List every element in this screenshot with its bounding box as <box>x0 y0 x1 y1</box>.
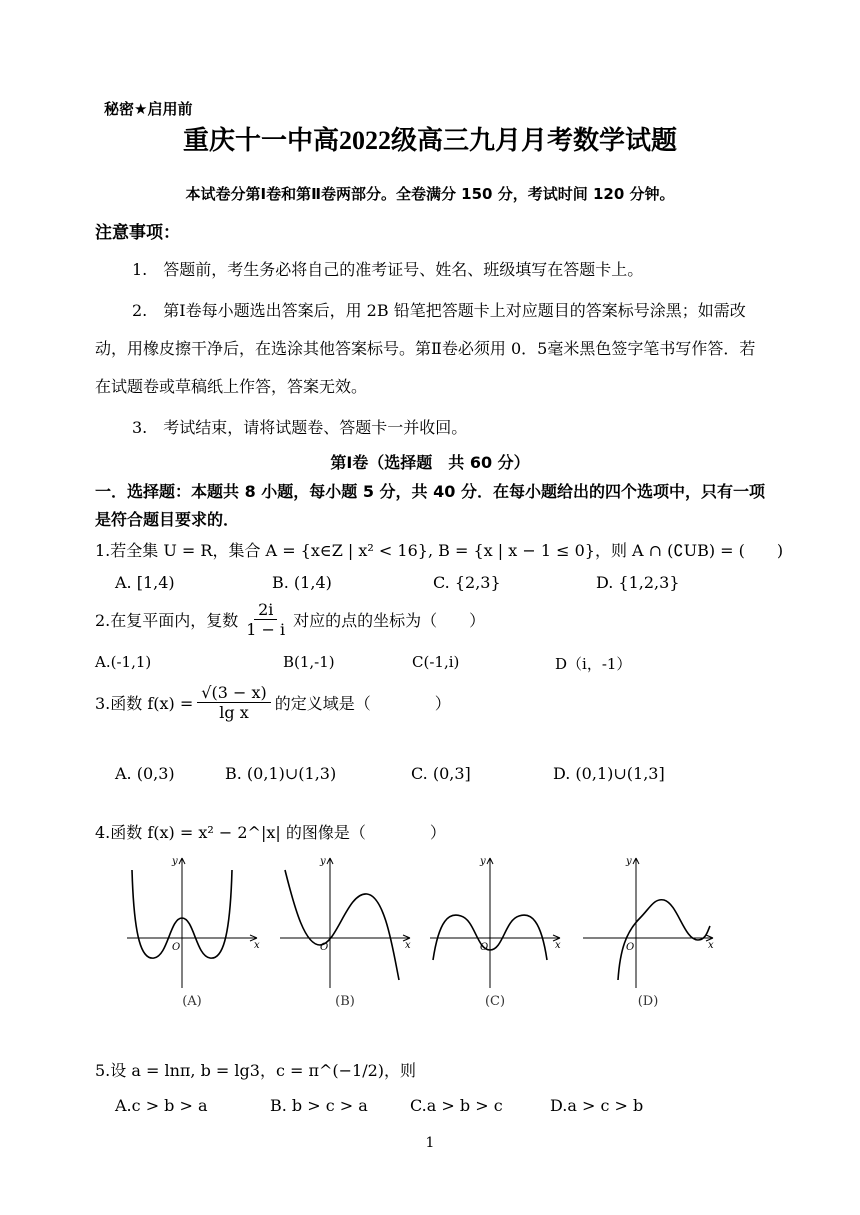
page-number: 1 <box>425 1135 435 1151</box>
q3-stem <box>95 683 451 722</box>
q2-stem-before: 2.在复平面内，复数 <box>95 611 239 630</box>
svg-text:x: x <box>708 940 714 951</box>
q5-option-d: D.a > c > b <box>550 1096 644 1115</box>
exam-title: 重庆十一中高2022级高三九月月考数学试题 <box>182 126 677 155</box>
q2-frac-num: 2i <box>254 600 277 620</box>
q4-stem: 4.函数 f(x) = x² − 2^|x| 的图像是（ ） <box>95 823 446 842</box>
notice-item-1: 1. 答题前，考生务必将自己的准考证号、姓名、班级填写在答题卡上。 <box>132 260 644 279</box>
confidential-label: 秘密★启用前 <box>104 100 193 118</box>
q3-fraction <box>197 683 270 722</box>
q2-option-a: A.(-1,1) <box>95 653 152 671</box>
notice-item-3: 3. 考试结束，请将试题卷、答题卡一并收回。 <box>132 418 468 437</box>
graph-d-label: (D) <box>637 994 659 1009</box>
q5-option-a: A.c > b > a <box>115 1096 208 1115</box>
graph-b-label: (B) <box>335 994 355 1009</box>
svg-text:O: O <box>172 942 181 953</box>
svg-text:y: y <box>172 856 178 867</box>
graph-c-plot <box>425 850 565 990</box>
q3-stem-before: 3.函数 f(x) = <box>95 694 194 713</box>
q2-option-d: D（i，-1） <box>555 655 632 673</box>
q3-frac-den: lg x <box>219 703 249 722</box>
notice-heading: 注意事项： <box>95 223 180 243</box>
q1-option-c: C. {2,3} <box>433 573 501 592</box>
q3-option-b: B. (0,1)∪(1,3) <box>225 764 337 783</box>
svg-text:x: x <box>555 940 561 951</box>
q3-stem-after: 的定义域是（ ） <box>274 694 451 713</box>
svg-text:x: x <box>405 940 411 951</box>
q2-option-c: C(-1,i) <box>412 653 460 671</box>
graph-c <box>425 850 565 1020</box>
q5-option-b: B. b > c > a <box>270 1096 368 1115</box>
section-title: 第Ⅰ卷（选择题 共 60 分） <box>330 453 530 472</box>
graph-d-plot <box>578 850 718 990</box>
graph-b-plot <box>275 850 415 990</box>
q1-option-a: A. [1,4) <box>115 573 175 592</box>
svg-text:O: O <box>480 942 489 953</box>
q3-option-d: D. (0,1)∪(1,3] <box>553 764 665 783</box>
svg-text:O: O <box>626 942 635 953</box>
graph-c-label: (C) <box>484 994 506 1009</box>
svg-text:O: O <box>320 942 329 953</box>
notice-item-2: 2. 第Ⅰ卷每小题选出答案后，用 2B 铅笔把答题卡上对应题目的答案标号涂黑；如需改动，用橡皮擦干净后，在选涂其他答案标号。第Ⅱ卷必须用 0．5毫米黑色签字笔书写作答．若在试题卷或草稿纸上作答，答案无效。 <box>95 301 756 396</box>
q2-option-b: B(1,-1) <box>283 653 335 671</box>
q1-stem: 1.若全集 U = R，集合 A = {x∈Z | x² < 16}, B = {x | x − 1 ≤ 0}，则 A ∩ (∁UB) = ( ) <box>95 541 784 560</box>
q3-option-a: A. (0,3) <box>115 764 175 783</box>
graph-a-label: (A) <box>182 994 202 1009</box>
q1-option-d: D. {1,2,3} <box>596 573 680 592</box>
svg-text:y: y <box>320 856 326 867</box>
q2-stem-after: 对应的点的坐标为（ ） <box>293 611 486 630</box>
graph-d <box>578 850 718 1020</box>
q2-frac-den: 1 − i <box>246 620 286 639</box>
svg-text:y: y <box>480 856 486 867</box>
q5-stem: 5.设 a = lnπ, b = lg3，c = π^(−1/2)，则 <box>95 1061 417 1080</box>
q3-option-c: C. (0,3] <box>411 764 471 783</box>
svg-text:y: y <box>626 856 632 867</box>
q5-option-c: C.a > b > c <box>410 1096 503 1115</box>
q3-frac-num: √(3 − x) <box>197 683 270 703</box>
graph-a-plot <box>122 850 262 990</box>
section-instruction: 一．选择题：本题共 8 小题，每小题 5 分，共 40 分．在每小题给出的四个选项中，只有一项是符合题目要求的． <box>95 482 765 529</box>
svg-text:x: x <box>254 940 260 951</box>
q2-fraction <box>242 600 289 639</box>
q2-stem <box>95 600 485 639</box>
q1-option-b: B. (1,4) <box>272 573 332 592</box>
exam-intro: 本试卷分第Ⅰ卷和第Ⅱ卷两部分。全卷满分 150 分，考试时间 120 分钟。 <box>185 185 675 203</box>
graph-b <box>275 850 415 1020</box>
graph-a <box>122 850 262 1020</box>
